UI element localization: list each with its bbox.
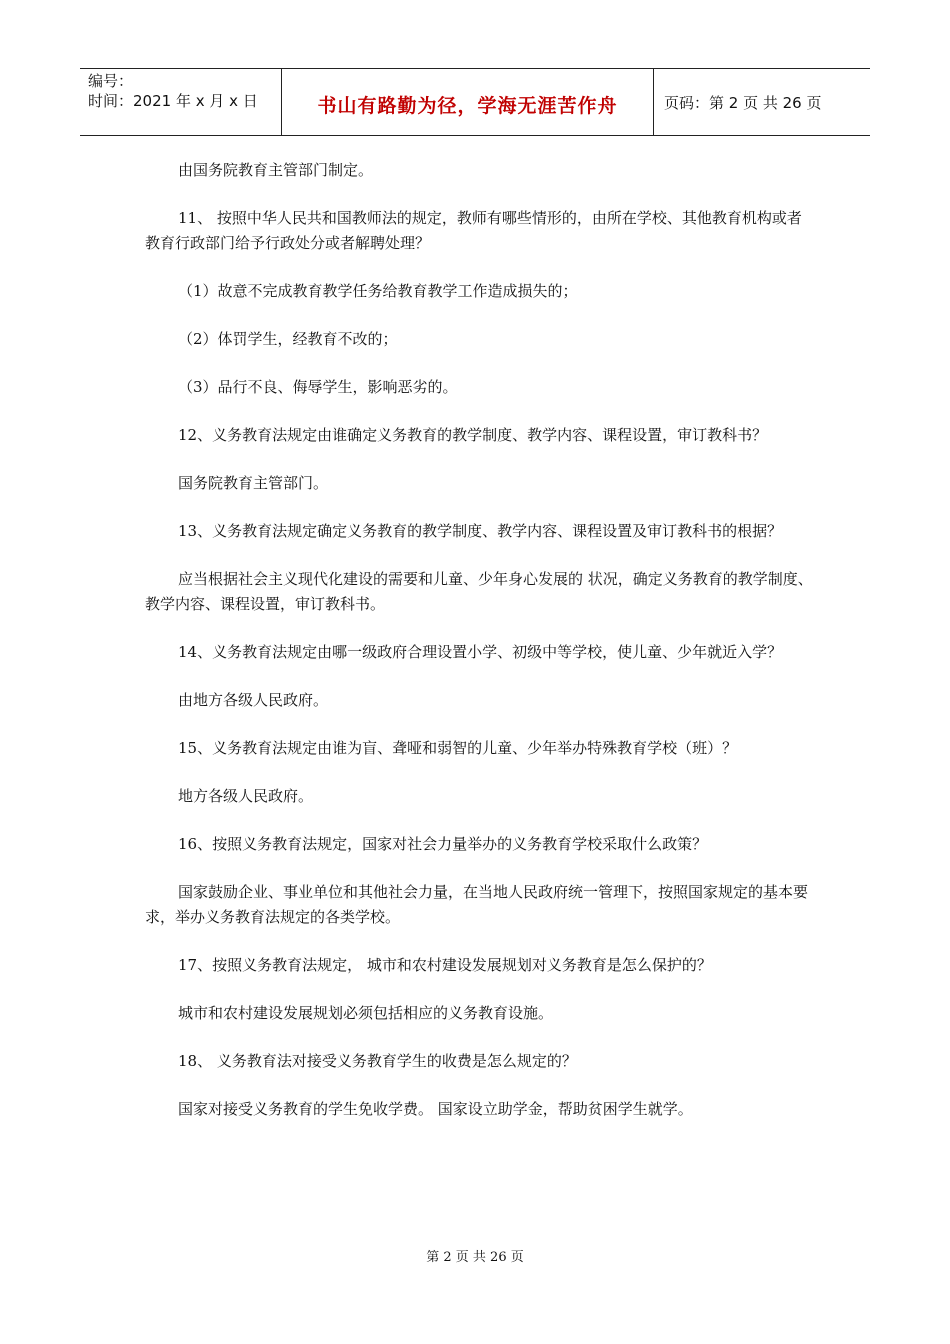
page-header <box>80 68 870 136</box>
list-item: （3）品行不良、侮辱学生，影响恶劣的。 <box>178 378 458 396</box>
answer: 地方各级人民政府。 <box>178 787 314 805</box>
motto: 书山有路勤为径，学海无涯苦作舟 <box>317 94 618 117</box>
question: 14、义务教育法规定由哪一级政府合理设置小学、初级中等学校，使儿童、少年就近入学？ <box>178 643 783 661</box>
answer: 国家对接受义务教育的学生免收学费。 国家设立助学金，帮助贫困学生就学。 <box>178 1100 693 1118</box>
number-label: 编号： <box>88 72 134 90</box>
question: 13、义务教育法规定确定义务教育的教学制度、教学内容、课程设置及审订教科书的根据？ <box>178 522 783 540</box>
answer: 国务院教育主管部门。 <box>178 474 329 492</box>
question: 15、义务教育法规定由谁为盲、聋哑和弱智的儿童、少年举办特殊教育学校（班）？ <box>178 739 738 757</box>
list-item: （1）故意不完成教育教学任务给教育教学工作造成损失的； <box>178 282 578 300</box>
question: 17、按照义务教育法规定， 城市和农村建设发展规划对义务教育是怎么保护的？ <box>178 956 712 974</box>
paragraph: 由国务院教育主管部门制定。 <box>178 161 374 179</box>
question: 16、按照义务教育法规定，国家对社会力量举办的义务教育学校采取什么政策？ <box>178 835 708 853</box>
question: 12、义务教育法规定由谁确定义务教育的教学制度、教学内容、课程设置，审订教科书？ <box>178 426 768 444</box>
date-line: 时间：2021 年 x 月 x 日 <box>88 92 258 110</box>
header-motto-cell <box>282 69 654 135</box>
header-page-info-cell <box>654 69 870 135</box>
list-item: （2）体罚学生，经教育不改的； <box>178 330 398 348</box>
answer: 城市和农村建设发展规划必须包括相应的义务教育设施。 <box>178 1004 554 1022</box>
question: 11、 按照中华人民共和国教师法的规定，教师有哪些情形的，由所在学校、其他教育机构或者教育行政部门给予行政处分或者解聘处理？ <box>145 209 802 252</box>
answer: 应当根据社会主义现代化建设的需要和儿童、少年身心发展的 状况，确定义务教育的教学制度、教学内容、课程设置，审订教科书。 <box>145 570 813 613</box>
answer: 由地方各级人民政府。 <box>178 691 329 709</box>
page-info: 页码：第 2 页 共 26 页 <box>664 93 822 112</box>
question: 18、 义务教育法对接受义务教育学生的收费是怎么规定的？ <box>178 1052 577 1070</box>
document-body <box>145 158 815 1122</box>
answer: 国家鼓励企业、事业单位和其他社会力量，在当地人民政府统一管理下，按照国家规定的基本要求，举办义务教育法规定的各类学校。 <box>145 883 809 926</box>
page-footer: 第 2 页 共 26 页 <box>426 1250 524 1265</box>
header-meta <box>80 69 282 135</box>
